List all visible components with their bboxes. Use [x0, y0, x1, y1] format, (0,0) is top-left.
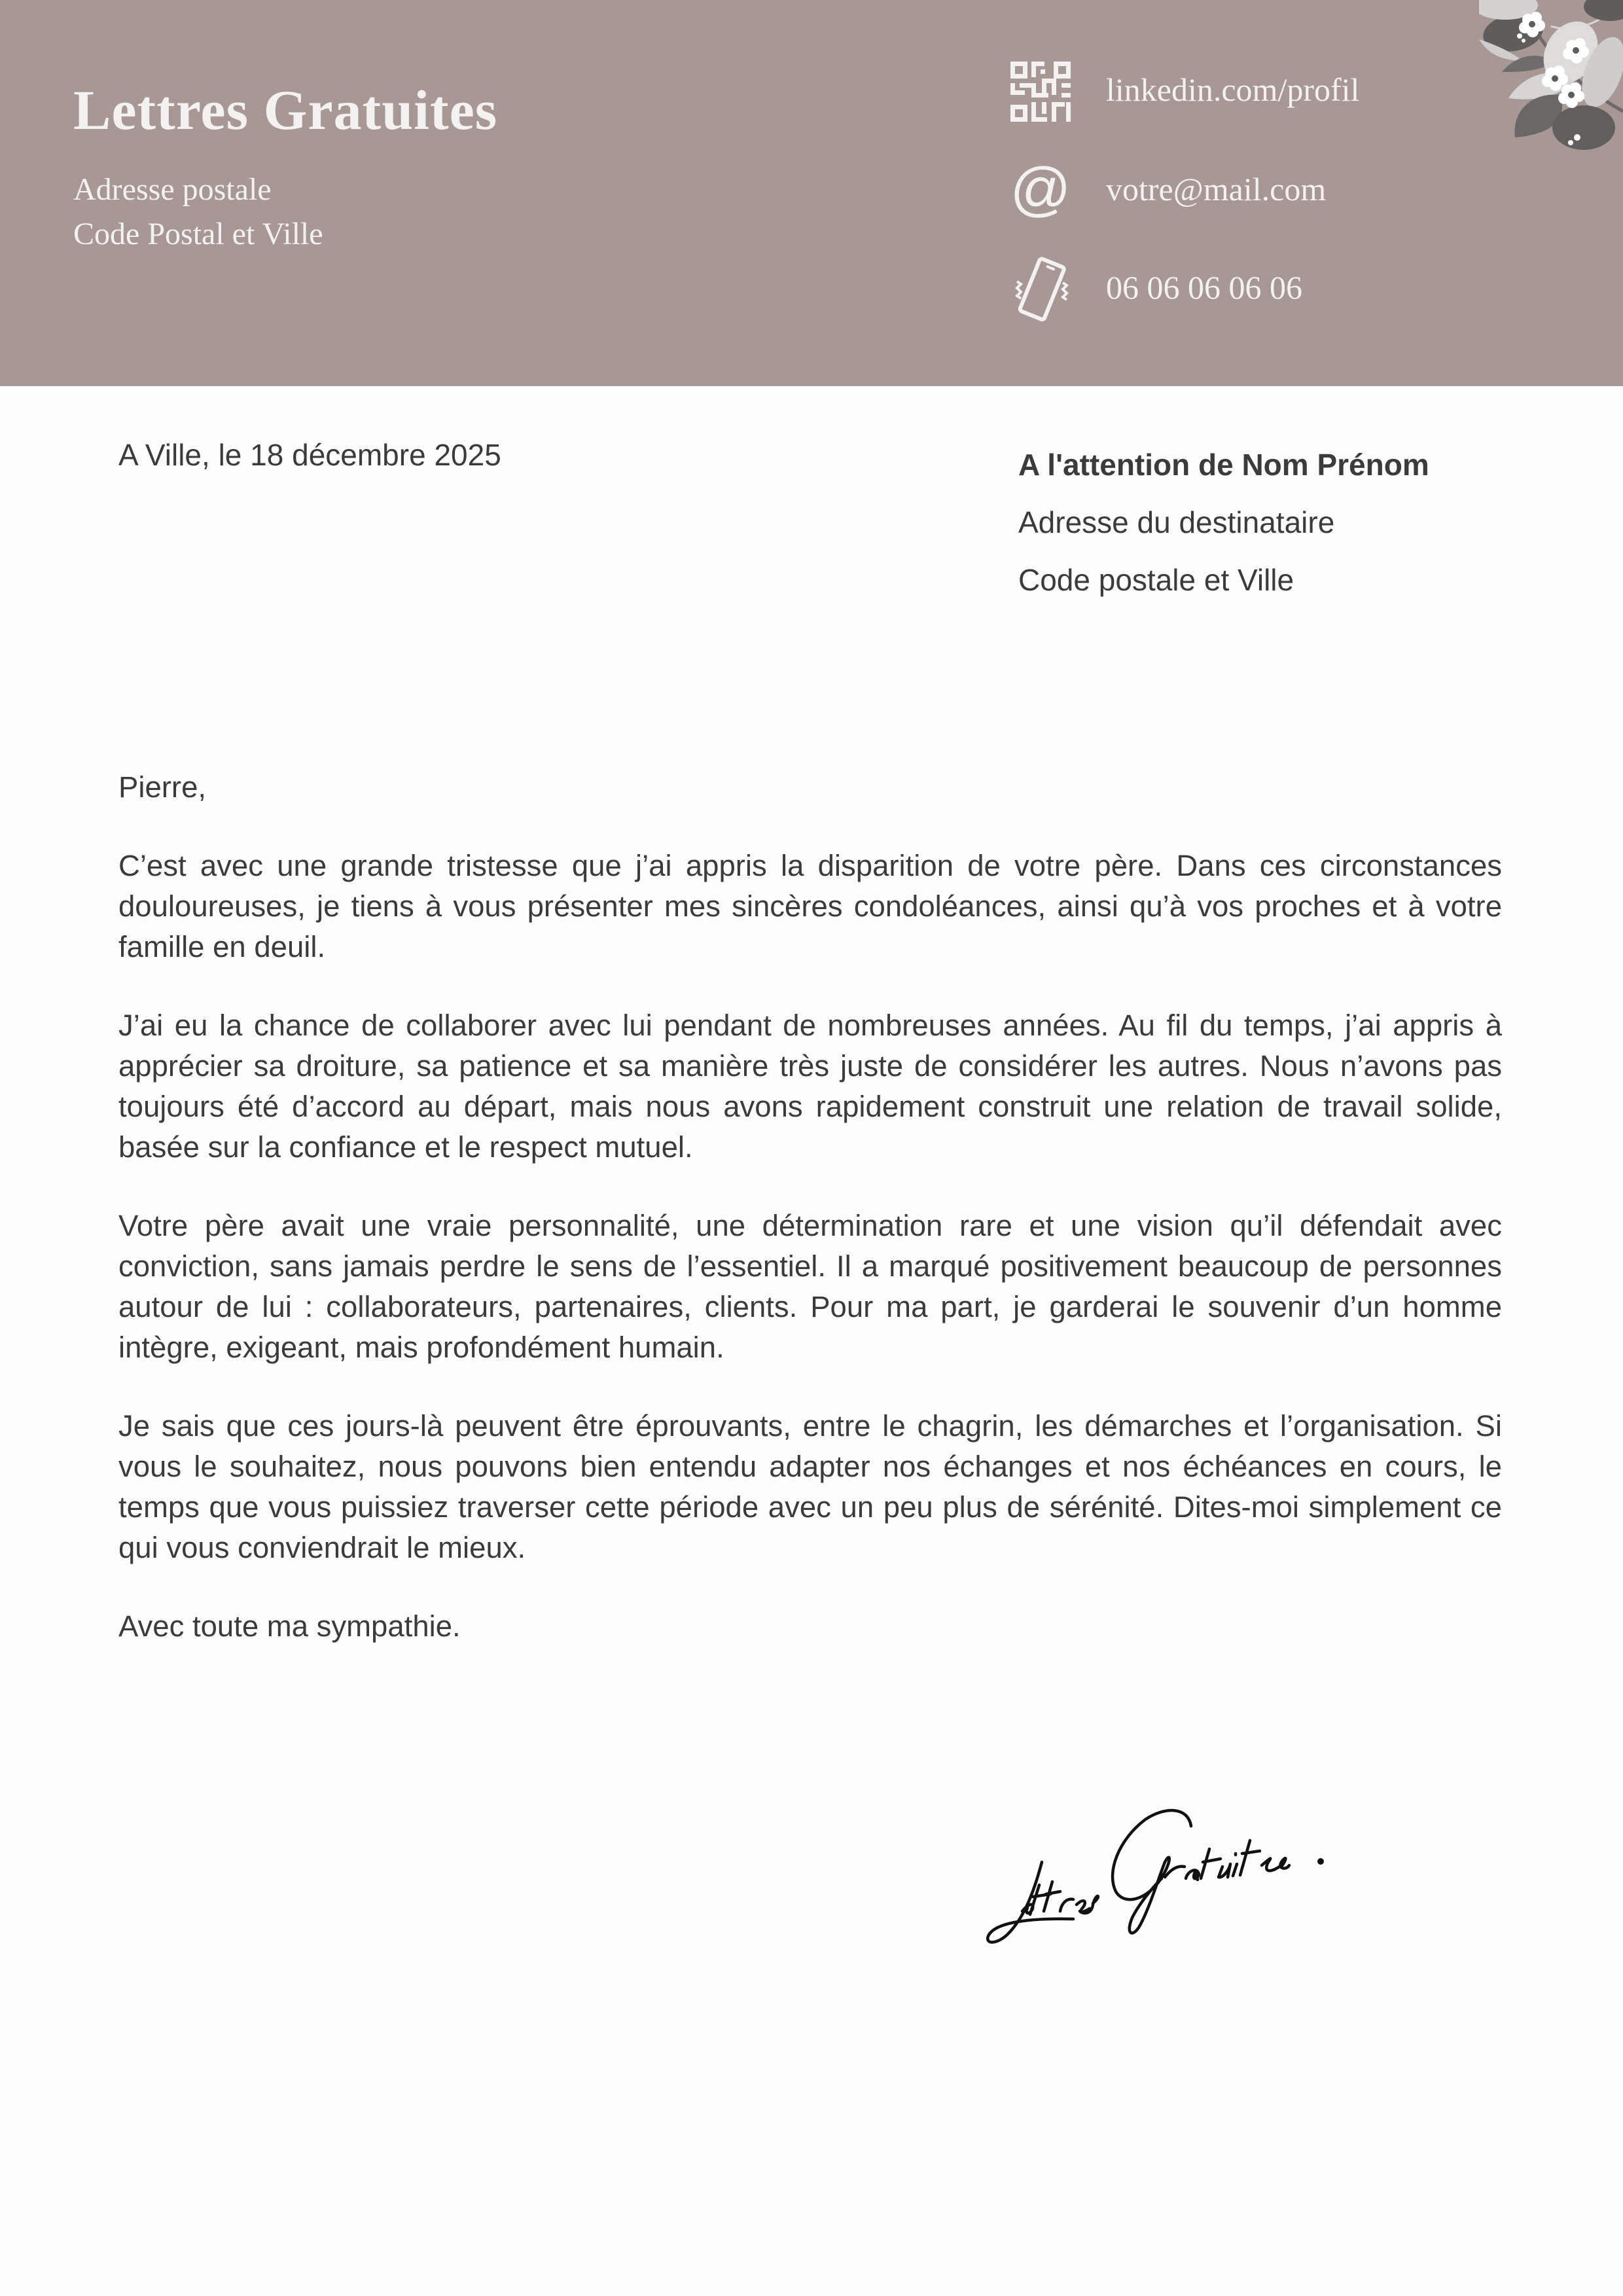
recipient-block [1018, 436, 1429, 609]
letter-header [0, 0, 1623, 386]
body-paragraph-2: J’ai eu la chance de collaborer avec lui pendant de nombreuses années. Au fil du temps, j’ai appris à apprécier sa droiture, sa patience et sa manière très juste de considérer les autres. Nous n’avons pas toujours été d’accord au départ, mais nous avons rapidement construit une relation de travail solide, basée sur la confiance et le respect mutuel. [118, 1009, 1502, 1164]
place-and-date: A Ville, le 18 décembre 2025 [118, 438, 501, 472]
at-sign-icon [1008, 158, 1073, 224]
recipient-address: Adresse du destinataire [1018, 505, 1335, 539]
recipient-name: A l'attention de Nom Prénom [1018, 448, 1429, 482]
body-paragraph-3: Votre père avait une vraie personnalité, une détermination rare et une vision qu’il défendait avec conviction, sans jamais perdre le sens de l’essentiel. Il a marqué positivement beaucoup de personnes autour de lui : collaborateurs, partenaires, clients. Pour ma part, je garderai le souvenir d’un homme intègre, exigeant, mais profondément humain. [118, 1209, 1502, 1364]
email-address[interactable]: votre@mail.com [1106, 171, 1327, 207]
salutation: Pierre, [118, 770, 207, 804]
recipient-city: Code postale et Ville [1018, 563, 1294, 597]
linkedin-url[interactable]: linkedin.com/profil [1106, 71, 1360, 108]
svg-text:@: @ [1010, 158, 1071, 223]
contact-phone [1008, 257, 1466, 322]
closing: Avec toute ma sympathie. [118, 1609, 461, 1643]
contact-email [1008, 158, 1466, 224]
body-paragraph-4: Je sais que ces jours-là peuvent être éprouvants, entre le chagrin, les démarches et l’organisation. Si vous le souhaitez, nous pouvons bien entendu adapter nos échanges et nos échéances en cours, le temps que vous puissiez traverser cette période avec un peu plus de sérénité. Dites-moi simplement ce qui vous conviendrait le mieux. [118, 1409, 1502, 1564]
body-paragraph-1: C’est avec une grande tristesse que j’ai appris la disparition de votre père. Dans ces circonstances douloureuses, je tiens à vous présenter mes sincères condoléances, ainsi qu’à vos proches et à votre famille en deuil. [118, 849, 1502, 963]
sender-address: Adresse postale [73, 172, 272, 207]
phone-number[interactable]: 06 06 06 06 06 [1106, 269, 1302, 306]
letter-body [118, 767, 1502, 1685]
contact-linkedin [1008, 59, 1466, 124]
phone-vibrate-icon [1008, 257, 1073, 322]
qr-code-icon [1008, 59, 1073, 124]
handwritten-signature [962, 1780, 1329, 1950]
sender-city: Code Postal et Ville [73, 217, 323, 251]
floral-decoration-icon [1479, 0, 1623, 157]
sender-name: Lettres Gratuites [73, 79, 498, 141]
